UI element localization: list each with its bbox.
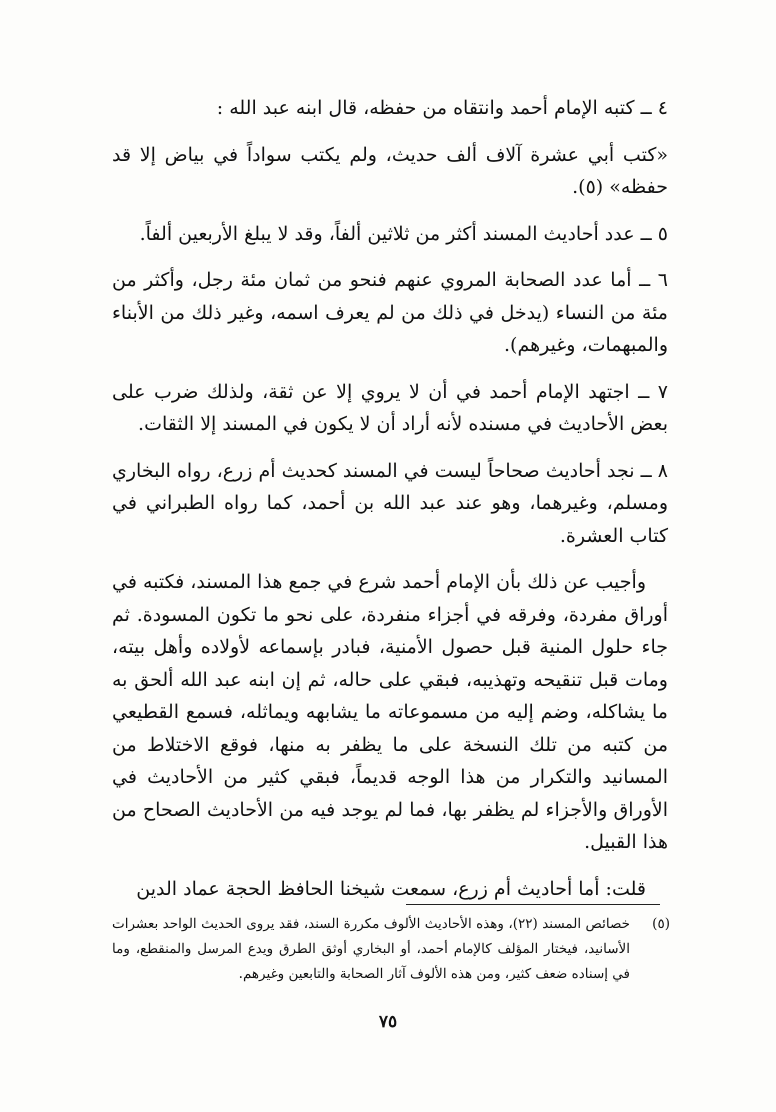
paragraph-item-4: ٤ ــ كتبه الإمام أحمد وانتقاه من حفظه، قال ابنه عبد الله : [216, 97, 668, 119]
paragraph-item-7: ٧ ــ اجتهد الإمام أحمد في أن لا يروي إلا عن ثقة، ولذلك ضرب على بعض الأحاديث في مسنده لأنه أراد أن لا يكون في المسند إلا الثقات. [112, 380, 668, 435]
quotation-paragraph: «كتب أبي عشرة آلاف ألف حديث، ولم يكتب سواداً في بياض إلا قد حفظه» (٥). [112, 143, 668, 198]
page-number: ٧٥ [378, 1012, 398, 1032]
main-text [112, 92, 668, 919]
closing-paragraph: قلت: أما أحاديث أم زرع، سمعت شيخنا الحافظ الحجة عماد الدين [136, 877, 646, 900]
footnote-marker: (٥) [652, 916, 670, 932]
footnote [112, 912, 670, 987]
footnote-divider [406, 904, 660, 905]
paragraph-item-6: ٦ ــ أما عدد الصحابة المروي عنهم فنحو من ثمان مئة رجل، وأكثر من مئة من النساء (يدخل في ذلك من لم يعرف اسمه، وغير ذلك من الأبناء والمبهمات، وغيرهم). [112, 269, 668, 356]
footnote-text: خصائص المسند (٢٢)، وهذه الأحاديث الألوف مكررة السند، فقد يروى الحديث الواحد بعشرات الأسانيد، فيختار المؤلف كالإمام أحمد، أو البخاري أوثق الطرق ويدع المرسل والمنقطع، وما في إسناده ضعف كثير، ومن هذه الألوف آثار الصحابة والتابعين وغيرهم. [112, 916, 630, 982]
paragraph-item-5: ٥ ــ عدد أحاديث المسند أكثر من ثلاثين ألفاً، وقد لا يبلغ الأربعين ألفاً. [139, 222, 668, 245]
paragraph-item-8: ٨ ــ نجد أحاديث صحاحاً ليست في المسند كحديث أم زرع، رواه البخاري ومسلم، وغيرهما، وهو عند عبد الله بن أحمد، كما رواه الطبراني في كتاب العشرة. [112, 459, 668, 547]
answer-paragraph: وأجيب عن ذلك بأن الإمام أحمد شرع في جمع هذا المسند، فكتبه في أوراق مفردة، وفرقه في أجزاء منفردة، على نحو ما تكون المسودة. ثم جاء حلول المنية قبل حصول الأمنية، فبادر بإسماعه لأولاده وأهل بيته، ومات قبل تنقيحه وتهذيبه، فبقي على حاله، ثم إن ابنه عبد الله ألحق به ما يشاكله، وضم إليه من مسموعاته ما يشابهه ويماثله، فسمع القطيعي من كتبه من تلك النسخة على ما يظفر به منها، فوقع الاختلاط من المسانيد والتكرار من هذا الوجه قديماً، فبقي كثير من الأحاديث في الأوراق والأجزاء لم يظفر بها، فما لم يوجد فيه من الأحاديث الصحاح من هذا القبيل. [112, 571, 668, 853]
